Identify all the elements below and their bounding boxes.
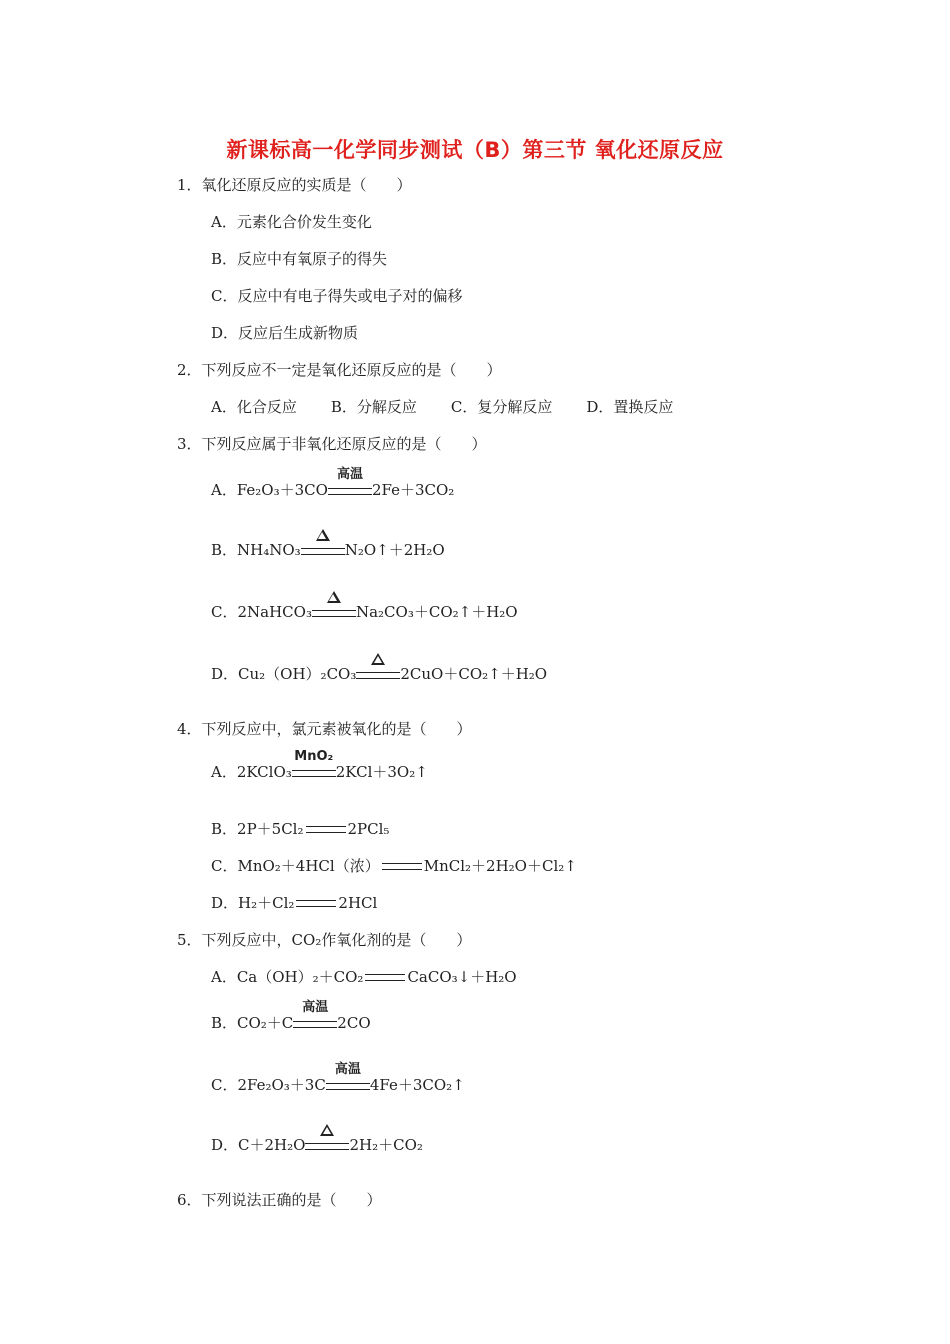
reaction-condition-heat <box>356 663 400 685</box>
question-4-option-c <box>211 856 577 876</box>
equals-sign <box>296 900 336 907</box>
equation-reactants: D．Cu₂（OH）₂CO₃ <box>211 665 357 683</box>
condition-label: 高温 <box>336 467 363 482</box>
reaction-condition-high-temp <box>293 1000 337 1034</box>
heat-triangle-icon <box>327 591 341 603</box>
equation-products: 2H₂＋CO₂ <box>349 1136 423 1154</box>
equation-reactants: C．MnO₂＋4HCl（浓） <box>211 857 380 875</box>
equation-products: CaCO₃↓＋H₂O <box>407 968 517 986</box>
page-title: 新课标高一化学同步测试（B）第三节 氧化还原反应 <box>226 138 724 162</box>
question-1-stem: 1．氧化还原反应的实质是（ ） <box>177 176 412 194</box>
question-3-stem: 3．下列反应属于非氧化还原反应的是（ ） <box>177 435 487 453</box>
reaction-condition-catalyst <box>292 749 336 783</box>
question-5-stem: 5．下列反应中，CO₂作氧化剂的是（ ） <box>177 931 472 949</box>
question-6-stem: 6．下列说法正确的是（ ） <box>177 1191 382 1209</box>
condition-label: 高温 <box>302 1000 329 1015</box>
equation-products: 2PCl₅ <box>347 820 390 838</box>
question-1-option-a: A．元素化合价发生变化 <box>211 213 372 231</box>
equals-sign <box>382 863 422 870</box>
question-2-option-a: A．化合反应 <box>211 398 297 416</box>
heat-triangle-icon <box>320 1124 334 1136</box>
question-1-option-c: C．反应中有电子得失或电子对的偏移 <box>211 287 463 305</box>
question-4-stem: 4．下列反应中，氯元素被氧化的是（ ） <box>177 720 472 738</box>
question-3-option-d <box>211 663 547 685</box>
equation-reactants: D．H₂＋Cl₂ <box>211 894 295 912</box>
question-4-option-b <box>211 819 389 839</box>
equation-reactants: A．Fe₂O₃＋3CO <box>211 481 328 499</box>
equation-products: MnCl₂＋2H₂O＋Cl₂↑ <box>423 857 577 875</box>
reaction-condition-heat <box>305 1134 349 1156</box>
question-1-option-b: B．反应中有氧原子的得失 <box>211 250 388 268</box>
equals-sign <box>365 974 405 981</box>
heat-triangle-icon <box>316 529 330 541</box>
question-2-option-c: C．复分解反应 <box>450 398 553 416</box>
question-3-option-b <box>211 539 445 561</box>
equation-products: 2CO <box>337 1014 371 1032</box>
question-5-option-b <box>211 1000 371 1034</box>
equation-reactants: B．CO₂＋C <box>211 1014 294 1032</box>
condition-label: MnO₂ <box>294 749 334 764</box>
reaction-condition-high-temp <box>328 467 372 501</box>
equation-products: 4Fe＋3CO₂↑ <box>369 1076 465 1094</box>
question-3-option-a <box>211 467 455 501</box>
equation-reactants: A．2KClO₃ <box>211 763 292 781</box>
reaction-condition-high-temp <box>326 1062 370 1096</box>
equation-reactants: B．2P＋5Cl₂ <box>211 820 304 838</box>
heat-triangle-icon <box>371 653 385 665</box>
reaction-condition-heat <box>301 539 345 561</box>
equation-reactants: A．Ca（OH）₂＋CO₂ <box>211 968 364 986</box>
question-5-option-c <box>211 1062 465 1096</box>
equation-products: 2CuO＋CO₂↑＋H₂O <box>400 665 548 683</box>
equation-products: 2KCl＋3O₂↑ <box>335 763 428 781</box>
question-5-option-d <box>211 1134 423 1156</box>
condition-label: 高温 <box>334 1062 361 1077</box>
equation-reactants: C．2NaHCO₃ <box>211 603 312 621</box>
equals-sign <box>306 826 346 833</box>
question-4-option-a <box>211 749 428 783</box>
reaction-condition-heat <box>312 601 356 623</box>
question-3-option-c <box>211 601 518 623</box>
equation-reactants: D．C＋2H₂O <box>211 1136 306 1154</box>
question-5-option-a <box>211 967 517 987</box>
equation-products: Na₂CO₃＋CO₂↑＋H₂O <box>355 603 518 621</box>
equation-products: 2Fe＋3CO₂ <box>371 481 455 499</box>
question-2-stem: 2．下列反应不一定是氧化还原反应的是（ ） <box>177 361 502 379</box>
equation-reactants: B．NH₄NO₃ <box>211 541 301 559</box>
equation-reactants: C．2Fe₂O₃＋3C <box>211 1076 326 1094</box>
question-2-option-d: D．置换反应 <box>586 398 674 416</box>
equation-products: N₂O↑＋2H₂O <box>344 541 445 559</box>
question-4-option-d <box>211 893 377 913</box>
question-1-option-d: D．反应后生成新物质 <box>211 324 359 342</box>
question-2-option-b: B．分解反应 <box>330 398 417 416</box>
question-2-options <box>211 397 673 417</box>
equation-products: 2HCl <box>338 894 378 912</box>
